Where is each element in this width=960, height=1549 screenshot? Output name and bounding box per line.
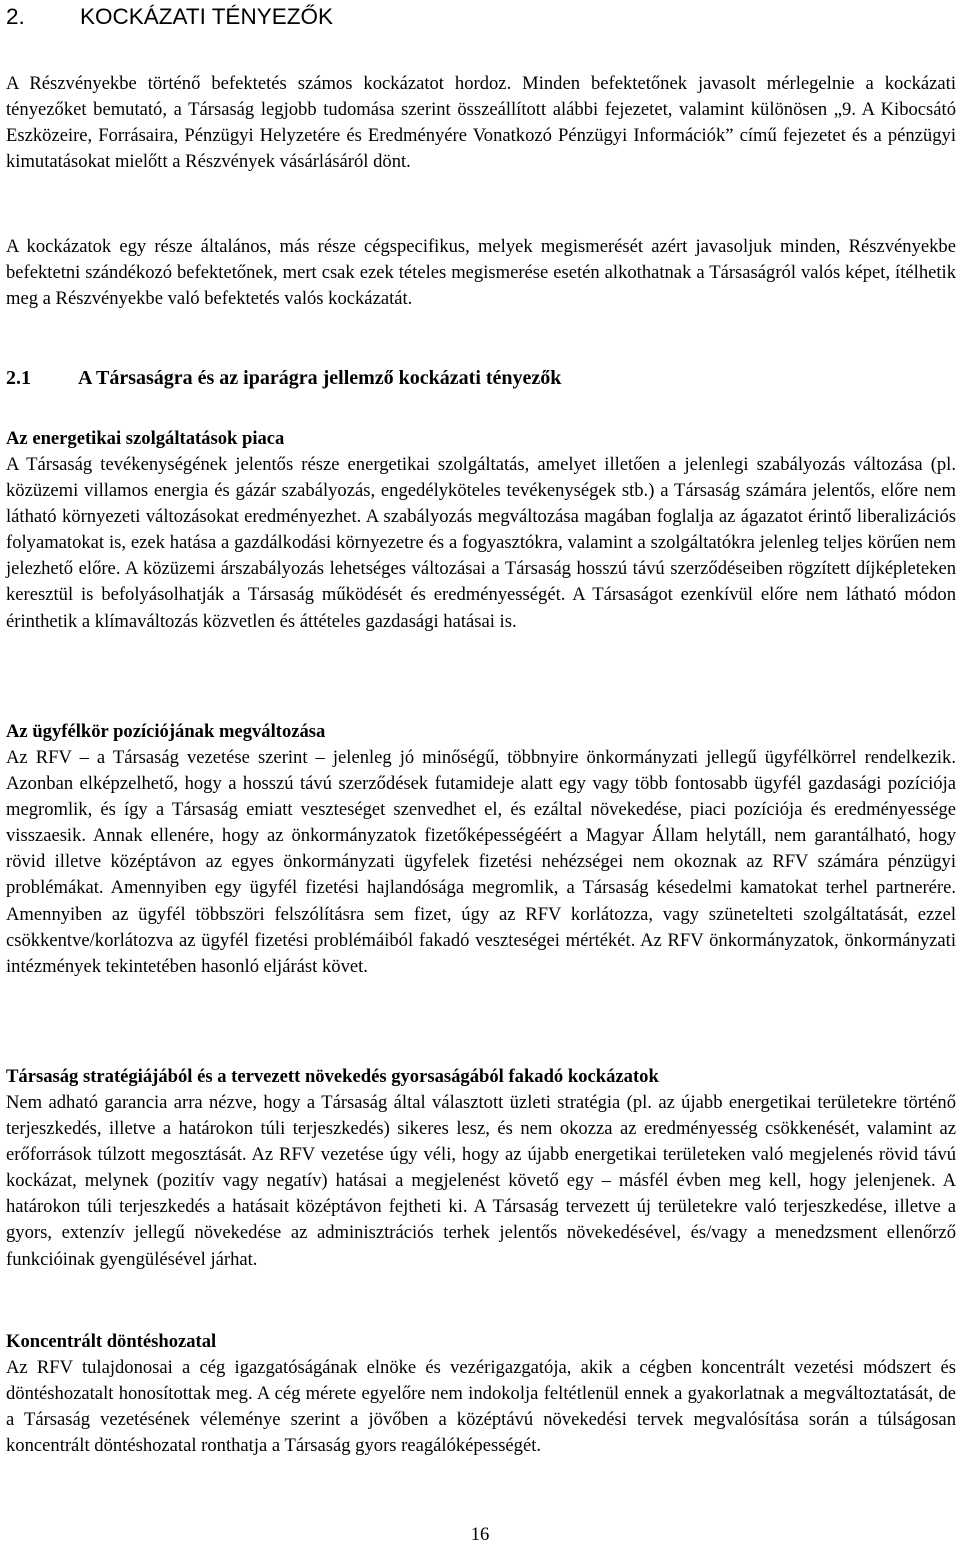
risk-concentrated-decision — [6, 1329, 956, 1459]
risk-text: Az RFV tulajdonosai a cég igazgatóságának elnöke és vezérigazgatója, akik a cégben koncentrált vezetési módszert és döntéshozatalt honosítottak meg. A cég mérete egyelőre nem indokolja feltétlenül ennek a gyakorlatnak a megváltoztatását, de a Társaság vezetésének véleménye szerint a jövőben a középtávú növekedési tervek megvalósítása során a túlságosan koncentrált döntéshozatal ronthatja a Társaság gyors reagálóképességét. — [6, 1357, 956, 1457]
risk-text: Nem adható garancia arra nézve, hogy a Társaság által választott üzleti stratégia (pl. az újabb energetikai területekre történő terjeszkedés, illetve a határokon túli terjeszkedés) sikeres lesz, és nem okozza az eredményesség csökkenését, valamint az erőforrások túlzott megosztását. Az RFV vezetése úgy véli, hogy az újabb energetikai területeken való megjelenés rövid távú kockázat, melynek (pozitív vagy negatív) hatásai a megjelenést követő egy – másfél évben meg kell, hogy jelenjenek. A határokon túli terjeszkedés a hatásait középtávon fejtheti ki. A Társaság tervezett új területekre való terjeszkedése, illetve a gyors, extenzív jellegű növekedése az adminisztrációs terhek jelentős növekedésével, és/vagy a menedzsment ellenőrző funkcióinak gyengülésével járhat. — [6, 1092, 956, 1270]
risk-title: Koncentrált döntéshozatal — [6, 1331, 217, 1352]
risk-strategy-growth — [6, 1064, 956, 1273]
risk-title: Az energetikai szolgáltatások piaca — [6, 428, 285, 449]
risk-energy-market — [6, 426, 956, 635]
intro-paragraph-1: A Részvényekbe történő befektetés számos kockázatot hordoz. Minden befektetőnek javasolt mérlegelnie a kockázati tényezőket bemutató, a Társaság legjobb tudomása szerint összeállított alábbi fejezetet, valamint különösen „9. A Kibocsátó Eszközeire, Forrásaira, Pénzügyi Helyzetére és Eredményére Vonatkozó Pénzügyi Információk” című fejezetet és a pénzügyi kimutatásokat mielőtt a Részvények vásárlásáról dönt. — [6, 73, 956, 173]
section-title: KOCKÁZATI TÉNYEZŐK — [80, 4, 333, 29]
section-number: 2. — [6, 4, 25, 29]
risk-title: Az ügyfélkör pozíciójának megváltozása — [6, 721, 326, 742]
subsection-title: A Társaságra és az iparágra jellemző kockázati tényezők — [78, 367, 562, 389]
section-heading — [6, 2, 333, 32]
page-number: 16 — [470, 1524, 490, 1545]
risk-text: Az RFV – a Társaság vezetése szerint – jelenleg jó minőségű, többnyire önkormányzati jellegű ügyfélkörrel rendelkezik. Azonban elképzelhető, hogy a hosszú távú szerződések futamideje alatt egy vagy több fontosabb ügyfél gazdasági pozíciója megromlik, és így a Társaság emiatt veszteséget szenvedhet el, és ezáltal növekedése, piaci pozíciója és eredményessége visszaesik. Annak ellenére, hogy az önkormányzatok fizetőképességéért a Magyar Állam helytáll, nem garantálható, hogy rövid illetve középtávon az egyes önkormányzati ügyfelek fizetési nehézségei nem okoznak az RFV számára pénzügyi problémákat. Amennyiben egy ügyfél fizetési hajlandósága megromlik, a Társaság késedelmi kamatokat terhel partnerére. Amennyiben az ügyfél többszöri felszólításra sem fizet, úgy az RFV korlátozza, vagy szünetelteti szolgáltatását, ezzel csökkentve/korlátozva az ügyfél fizetési problémáiból fakadó veszteségei mértékét. Az RFV önkormányzatok, önkormányzati intézmények tekintetében hasonló eljárást követ. — [6, 747, 956, 977]
subsection-number: 2.1 — [6, 367, 31, 389]
subsection-heading — [6, 364, 561, 392]
intro-paragraph-2: A kockázatok egy része általános, más része cégspecifikus, melyek megismerését azért javasoljuk minden, Részvényekbe befektetni szándékozó befektetőnek, mert csak ezek tételes megismerése esetén alkothatnak a Társaságról valós képet, ítélhetik meg a Részvényekbe való befektetés valós kockázatát. — [6, 236, 956, 310]
risk-text: A Társaság tevékenységének jelentős része energetikai szolgáltatás, amelyet illetően a jelenlegi szabályozás változása (pl. közüzemi villamos energia és gázár szabályozás, engedélyköteles tevékenységek stb.) a Társaság számára jelentős, előre nem látható környezeti változásokat eredményezhet. A szabályozás megváltozása magában foglalja az ágazatot érintő liberalizációs folyamatokat is, ezek hatása a gazdálkodási környezetre és a fogyasztókra, valamint a szolgáltatókra jelenleg teljes körűen nem jelezhető előre. A közüzemi árszabályozás lehetséges változásai a Társaság hosszú távú szerződéseiben rögzített díjképleteken keresztül is befolyásolhatják a Társaság működését és eredményességét. A Társaságot ezenkívül előre nem látható módon érinthetik a klímaváltozás közvetlen és áttételes gazdasági hatásai is. — [6, 454, 956, 632]
risk-client-position — [6, 719, 956, 980]
risk-title: Társaság stratégiájából és a tervezett növekedés gyorsaságából fakadó kockázatok — [6, 1066, 659, 1087]
